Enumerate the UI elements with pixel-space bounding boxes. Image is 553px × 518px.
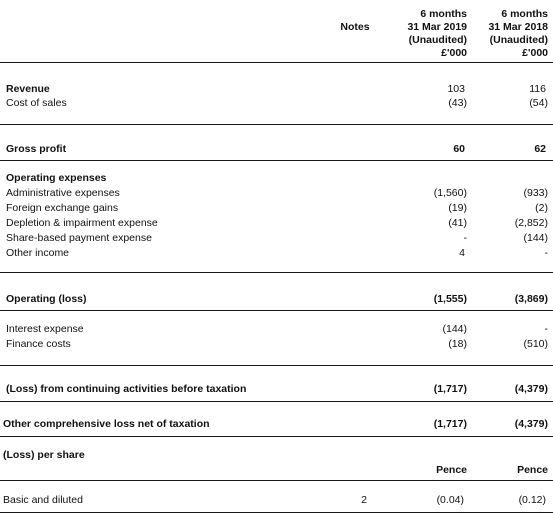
col2-date: 31 Mar 2018 [488, 21, 548, 33]
divider [0, 480, 553, 481]
opex-row-label: Other income [6, 247, 70, 259]
operating-loss-label: Operating (loss) [6, 293, 87, 305]
col1-date: 31 Mar 2019 [407, 21, 467, 33]
divider [0, 62, 553, 63]
divider [0, 365, 553, 366]
col1-period: 6 months [420, 8, 467, 20]
basic-diluted-label: Basic and diluted [3, 494, 83, 506]
opex-row-2018: (2) [535, 202, 548, 214]
finance-row-label: Finance costs [6, 338, 71, 350]
opex-row-2019: (41) [448, 217, 467, 229]
opex-row-2019: - [463, 232, 467, 244]
revenue-2019: 103 [447, 83, 465, 95]
cost-of-sales-2019: (43) [448, 97, 467, 109]
col2-unit: £'000 [522, 47, 548, 59]
opex-row-2019: (1,560) [433, 187, 467, 199]
col1-unit: £'000 [441, 47, 467, 59]
col2-audit: (Unaudited) [489, 34, 548, 46]
finance-row-2019: (144) [442, 323, 467, 335]
cost-of-sales-2018: (54) [529, 97, 548, 109]
comprehensive-loss-2018: (4,379) [514, 418, 548, 430]
gross-profit-2019: 60 [453, 143, 465, 155]
revenue-2018: 116 [529, 83, 546, 95]
operating-expenses-heading: Operating expenses [6, 172, 107, 184]
opex-row-2018: (144) [523, 232, 548, 244]
revenue-label: Revenue [6, 83, 50, 95]
gross-profit-label: Gross profit [6, 143, 67, 155]
loss-per-share-heading: (Loss) per share [3, 449, 85, 461]
lps-unit-2018: Pence [517, 464, 548, 476]
finance-row-2019: (18) [448, 338, 467, 350]
basic-diluted-2018: (0.12) [518, 494, 546, 506]
opex-row-label: Depletion & impairment expense [6, 217, 158, 229]
gross-profit-2018: 62 [534, 143, 546, 155]
cost-of-sales-label: Cost of sales [6, 97, 67, 109]
divider [0, 160, 553, 161]
loss-before-tax-2018: (4,379) [514, 383, 548, 395]
finance-row-2018: - [544, 323, 548, 335]
divider [0, 310, 553, 311]
lps-unit-2019: Pence [436, 464, 467, 476]
basic-diluted-2019: (0.04) [436, 494, 464, 506]
opex-row-2018: - [544, 247, 548, 259]
divider [0, 124, 553, 125]
comprehensive-loss-2019: (1,717) [433, 418, 467, 430]
operating-loss-2018: (3,869) [514, 293, 548, 305]
opex-row-2019: (19) [448, 202, 467, 214]
notes-header: Notes [340, 21, 370, 33]
divider [0, 272, 553, 273]
divider [0, 436, 553, 437]
basic-diluted-notes: 2 [361, 494, 367, 506]
loss-before-tax-label: (Loss) from continuing activities before taxation [6, 383, 247, 395]
operating-loss-2019: (1,555) [433, 293, 467, 305]
loss-before-tax-2019: (1,717) [433, 383, 467, 395]
divider [0, 401, 553, 402]
divider [0, 512, 553, 513]
opex-row-2018: (2,852) [514, 217, 548, 229]
finance-row-label: Interest expense [6, 323, 84, 335]
opex-row-label: Share-based payment expense [6, 232, 152, 244]
opex-row-2018: (933) [523, 187, 548, 199]
opex-row-2019: 4 [459, 247, 465, 259]
col2-period: 6 months [501, 8, 548, 20]
finance-row-2018: (510) [523, 338, 548, 350]
comprehensive-loss-label: Other comprehensive loss net of taxation [3, 418, 210, 430]
col1-audit: (Unaudited) [408, 34, 467, 46]
opex-row-label: Foreign exchange gains [6, 202, 119, 214]
opex-row-label: Administrative expenses [6, 187, 120, 199]
